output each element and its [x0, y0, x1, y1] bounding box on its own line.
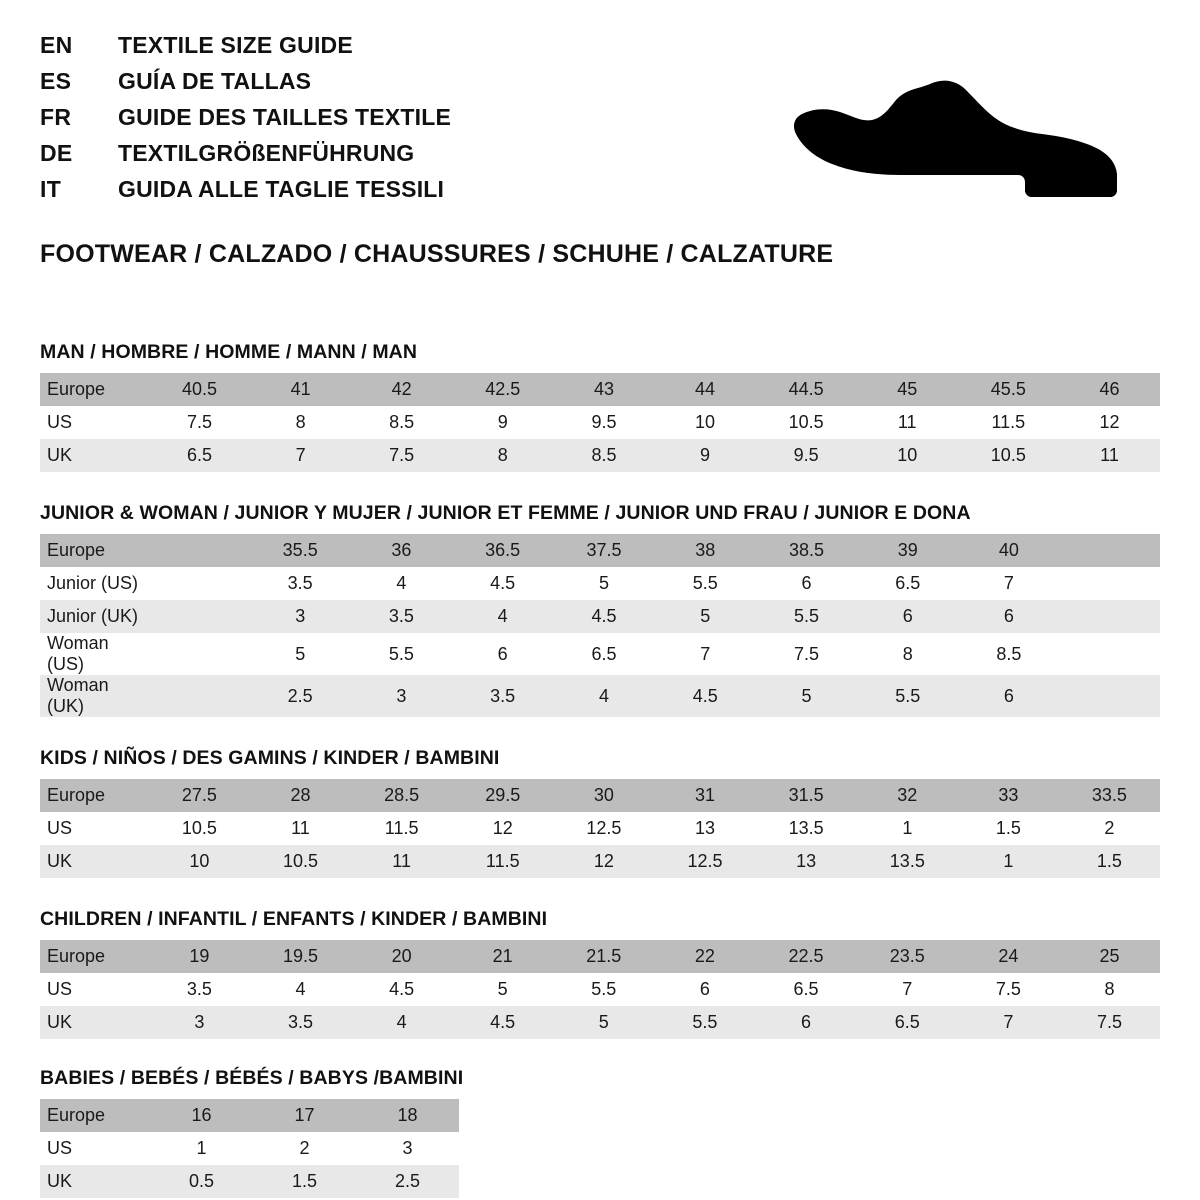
cell: 11	[351, 845, 452, 878]
cell: 6.5	[149, 439, 250, 472]
language-title: GUIDE DES TAILLES TEXTILE	[118, 104, 451, 130]
cell: 6.5	[553, 633, 654, 675]
cell: 10.5	[250, 845, 351, 878]
cell	[1059, 567, 1160, 600]
language-row	[40, 34, 451, 57]
cell: 10.5	[958, 439, 1059, 472]
cell: 21.5	[553, 940, 654, 973]
row-label: Woman (US)	[40, 633, 149, 675]
cell: 42.5	[452, 373, 553, 406]
table-row	[40, 633, 1160, 675]
table-row	[40, 1099, 459, 1132]
table-row	[40, 1165, 459, 1198]
cell: 42	[351, 373, 452, 406]
cell: 5.5	[351, 633, 452, 675]
cell: 5.5	[553, 973, 654, 1006]
cell: 11	[1059, 439, 1160, 472]
cell: 40.5	[149, 373, 250, 406]
cell: 10.5	[149, 812, 250, 845]
row-label: US	[40, 1132, 150, 1165]
section-title: KIDS / NIÑOS / DES GAMINS / KINDER / BAMBINI	[40, 747, 500, 769]
cell: 8	[452, 439, 553, 472]
cell: 8	[1059, 973, 1160, 1006]
section-man	[40, 341, 1160, 472]
cell: 10	[655, 406, 756, 439]
section-title: JUNIOR & WOMAN / JUNIOR Y MUJER / JUNIOR ET FEMME / JUNIOR UND FRAU / JUNIOR E DONA	[40, 502, 971, 524]
row-label: US	[40, 973, 149, 1006]
language-title: GUIDA ALLE TAGLIE TESSILI	[118, 176, 445, 202]
cell: 30	[553, 779, 654, 812]
cell: 4.5	[452, 1006, 553, 1039]
cell: 4	[351, 567, 452, 600]
cell: 25	[1059, 940, 1160, 973]
cell: 3	[351, 675, 452, 717]
row-label: Europe	[40, 1099, 150, 1132]
cell: 2	[1059, 812, 1160, 845]
cell: 3	[356, 1132, 459, 1165]
row-label: Europe	[40, 373, 149, 406]
cell	[149, 600, 250, 633]
cell: 5	[655, 600, 756, 633]
cell: 2.5	[356, 1165, 459, 1198]
cell: 18	[356, 1099, 459, 1132]
cell: 3.5	[250, 567, 351, 600]
cell	[149, 567, 250, 600]
cell: 28	[250, 779, 351, 812]
cell: 43	[553, 373, 654, 406]
cell: 12.5	[553, 812, 654, 845]
language-row	[40, 142, 451, 165]
cell: 7	[250, 439, 351, 472]
cell: 36	[351, 534, 452, 567]
cell: 45.5	[958, 373, 1059, 406]
section-title: CHILDREN / INFANTIL / ENFANTS / KINDER / BAMBINI	[40, 908, 548, 930]
cell: 5	[553, 1006, 654, 1039]
cell: 46	[1059, 373, 1160, 406]
language-title: TEXTILE SIZE GUIDE	[118, 32, 353, 58]
cell: 3.5	[250, 1006, 351, 1039]
section-junior-woman	[40, 502, 1160, 717]
cell: 13	[756, 845, 857, 878]
section-title: MAN / HOMBRE / HOMME / MANN / MAN	[40, 341, 418, 363]
table-row	[40, 675, 1160, 717]
cell: 5.5	[857, 675, 958, 717]
language-code: FR	[40, 104, 72, 130]
cell: 1.5	[1059, 845, 1160, 878]
cell: 7	[655, 633, 756, 675]
table-row	[40, 940, 1160, 973]
cell	[149, 675, 250, 717]
table-row	[40, 600, 1160, 633]
cell: 10.5	[755, 406, 856, 439]
table-row	[40, 373, 1160, 406]
size-table	[40, 534, 1160, 717]
cell: 21	[452, 940, 553, 973]
dress-shoe-icon	[780, 72, 1140, 202]
language-title: TEXTILGRÖßENFÜHRUNG	[118, 140, 415, 166]
table-row	[40, 779, 1160, 812]
row-label: UK	[40, 439, 149, 472]
table-row	[40, 812, 1160, 845]
cell: 11.5	[958, 406, 1059, 439]
cell	[149, 534, 250, 567]
cell: 33	[958, 779, 1059, 812]
cell: 16	[150, 1099, 253, 1132]
cell: 13.5	[857, 845, 958, 878]
row-label: UK	[40, 1006, 149, 1039]
page-header	[40, 34, 1160, 214]
row-label: US	[40, 406, 149, 439]
cell: 33.5	[1059, 779, 1160, 812]
cell	[1059, 675, 1160, 717]
cell	[1059, 534, 1160, 567]
cell: 7.5	[149, 406, 250, 439]
language-row	[40, 70, 451, 93]
cell: 1	[857, 812, 958, 845]
cell: 7.5	[958, 973, 1059, 1006]
cell: 12.5	[654, 845, 755, 878]
cell: 39	[857, 534, 958, 567]
cell: 8	[857, 633, 958, 675]
cell: 22	[654, 940, 755, 973]
cell: 31.5	[756, 779, 857, 812]
cell: 5.5	[756, 600, 857, 633]
cell: 6.5	[755, 973, 856, 1006]
cell: 27.5	[149, 779, 250, 812]
cell: 5.5	[654, 1006, 755, 1039]
cell: 1	[958, 845, 1059, 878]
cell: 6	[756, 567, 857, 600]
cell: 20	[351, 940, 452, 973]
cell: 3.5	[452, 675, 553, 717]
language-title: GUÍA DE TALLAS	[118, 68, 312, 94]
cell: 17	[253, 1099, 356, 1132]
cell: 3	[250, 600, 351, 633]
cell	[149, 633, 250, 675]
row-label: UK	[40, 845, 149, 878]
cell: 9	[655, 439, 756, 472]
cell: 12	[1059, 406, 1160, 439]
cell: 19	[149, 940, 250, 973]
language-row	[40, 178, 451, 201]
cell: 6	[857, 600, 958, 633]
cell: 29.5	[452, 779, 553, 812]
cell: 37.5	[553, 534, 654, 567]
cell: 13.5	[756, 812, 857, 845]
cell: 6.5	[857, 567, 958, 600]
cell: 11.5	[452, 845, 553, 878]
cell: 24	[958, 940, 1059, 973]
section-children	[40, 908, 1160, 1039]
cell: 1	[150, 1132, 253, 1165]
cell: 11.5	[351, 812, 452, 845]
section-babies	[40, 1067, 1160, 1198]
cell: 3	[149, 1006, 250, 1039]
row-label: Woman (UK)	[40, 675, 149, 717]
table-row	[40, 973, 1160, 1006]
table-row	[40, 1132, 459, 1165]
cell: 44	[655, 373, 756, 406]
cell: 40	[958, 534, 1059, 567]
cell: 31	[654, 779, 755, 812]
language-row	[40, 106, 451, 129]
cell: 2	[253, 1132, 356, 1165]
cell: 5	[756, 675, 857, 717]
cell: 6	[452, 633, 553, 675]
cell: 36.5	[452, 534, 553, 567]
cell: 41	[250, 373, 351, 406]
table-row	[40, 1006, 1160, 1039]
cell: 7	[958, 567, 1059, 600]
cell: 12	[452, 812, 553, 845]
section-title: BABIES / BEBÉS / BÉBÉS / BABYS /BAMBINI	[40, 1067, 464, 1089]
cell: 35.5	[250, 534, 351, 567]
cell: 11	[857, 406, 958, 439]
cell: 8	[250, 406, 351, 439]
cell: 4.5	[553, 600, 654, 633]
cell	[1059, 600, 1160, 633]
language-code: EN	[40, 32, 73, 58]
row-label: Junior (UK)	[40, 600, 149, 633]
section-kids	[40, 747, 1160, 878]
size-table	[40, 940, 1160, 1039]
cell: 7.5	[756, 633, 857, 675]
cell: 4.5	[452, 567, 553, 600]
cell: 6	[755, 1006, 856, 1039]
cell: 5	[553, 567, 654, 600]
cell: 32	[857, 779, 958, 812]
table-row	[40, 534, 1160, 567]
cell: 7	[958, 1006, 1059, 1039]
language-list	[40, 34, 451, 214]
cell: 5.5	[655, 567, 756, 600]
cell: 8.5	[351, 406, 452, 439]
cell: 28.5	[351, 779, 452, 812]
table-row	[40, 439, 1160, 472]
cell: 11	[250, 812, 351, 845]
row-label: Europe	[40, 779, 149, 812]
size-table	[40, 779, 1160, 878]
cell: 10	[149, 845, 250, 878]
cell: 4	[452, 600, 553, 633]
row-label: Europe	[40, 534, 149, 567]
table-row	[40, 567, 1160, 600]
cell: 5	[452, 973, 553, 1006]
language-code: DE	[40, 140, 73, 166]
cell: 4.5	[351, 973, 452, 1006]
language-code: ES	[40, 68, 72, 94]
cell: 2.5	[250, 675, 351, 717]
cell: 9	[452, 406, 553, 439]
cell: 4	[250, 973, 351, 1006]
cell: 4	[553, 675, 654, 717]
size-table	[40, 1099, 459, 1198]
footwear-title: FOOTWEAR / CALZADO / CHAUSSURES / SCHUHE / CALZATURE	[40, 240, 834, 268]
cell	[1059, 633, 1160, 675]
cell: 1.5	[958, 812, 1059, 845]
size-table	[40, 373, 1160, 472]
cell: 45	[857, 373, 958, 406]
cell: 13	[654, 812, 755, 845]
cell: 44.5	[755, 373, 856, 406]
row-label: Junior (US)	[40, 567, 149, 600]
cell: 10	[857, 439, 958, 472]
cell: 3.5	[149, 973, 250, 1006]
cell: 5	[250, 633, 351, 675]
cell: 0.5	[150, 1165, 253, 1198]
cell: 38	[655, 534, 756, 567]
row-label: Europe	[40, 940, 149, 973]
table-row	[40, 406, 1160, 439]
cell: 8.5	[958, 633, 1059, 675]
cell: 8.5	[553, 439, 654, 472]
language-code: IT	[40, 176, 62, 202]
cell: 4.5	[655, 675, 756, 717]
cell: 7.5	[351, 439, 452, 472]
cell: 6	[958, 600, 1059, 633]
table-row	[40, 845, 1160, 878]
cell: 6.5	[857, 1006, 958, 1039]
cell: 19.5	[250, 940, 351, 973]
cell: 9.5	[755, 439, 856, 472]
row-label: US	[40, 812, 149, 845]
cell: 22.5	[755, 940, 856, 973]
cell: 7	[857, 973, 958, 1006]
cell: 3.5	[351, 600, 452, 633]
cell: 7.5	[1059, 1006, 1160, 1039]
row-label: UK	[40, 1165, 150, 1198]
cell: 9.5	[553, 406, 654, 439]
cell: 23.5	[857, 940, 958, 973]
cell: 12	[553, 845, 654, 878]
cell: 38.5	[756, 534, 857, 567]
cell: 1.5	[253, 1165, 356, 1198]
cell: 6	[958, 675, 1059, 717]
cell: 6	[654, 973, 755, 1006]
cell: 4	[351, 1006, 452, 1039]
